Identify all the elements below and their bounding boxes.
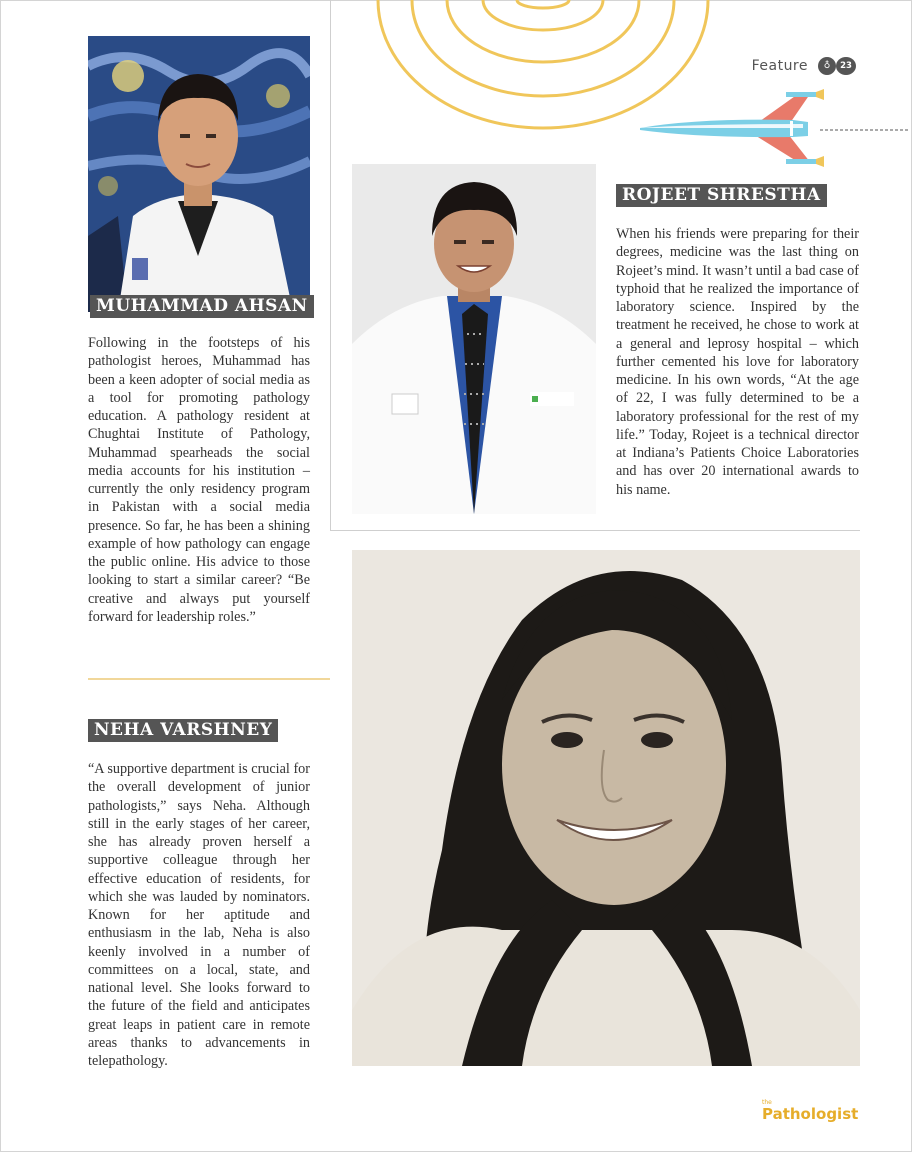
neha-varshney-name: NEHA VARSHNEY xyxy=(88,719,278,742)
rojeet-shrestha-name: ROJEET SHRESTHA xyxy=(616,184,827,207)
neha-varshney-bio: “A supportive department is crucial for the overall development of junior pathologists,” says Neha. Although still in the early stages of her career, she has already proven herself a supportive colleague through her effective education of residents, for which she was lauded by nominators. Known for her aptitude and enthusiasm in the lab, Neha is also keenly involved in a number of committees on a local, state, and national level. She looks forward to the future of the field and anticipates great leaps in patient care in remote areas thanks to advancements in telepathology. xyxy=(88,761,310,1069)
page-badge-icon: ♁ xyxy=(818,57,836,75)
section-label: Feature xyxy=(751,58,808,74)
rojeet-shrestha-bio: When his friends were preparing for their degrees, medicine was the last thing on Rojeet’s mind. It wasn’t until a bad case of typhoid that he realized the importance of laboratory science. Inspired by the treatment he received, he chose to work at a general and leprosy hospital – which further cemented his love for laboratory medicine. In his own words, “At the age of 22, I was fully determined to be a laboratory professional for the rest of my life.” Today, Rojeet is a technical director at Indiana’s Patients Choice Laboratories and has over 20 international awards to his name. xyxy=(616,226,859,498)
rocket-illustration xyxy=(638,88,912,168)
brand-main-text: Pathologist xyxy=(762,1105,859,1123)
neha-varshney-photo xyxy=(352,550,860,1066)
brand-small-text: the xyxy=(762,1099,772,1106)
muhammad-ahsan-bio: Following in the footsteps of his pathologist heroes, Muhammad has been a keen adopter of social media as a tool for promoting pathology education. A pathology resident at Chughtai Institute of Pathology, Muhammad spearheads the social media accounts for his institution – currently the only residency program in Pakistan with a social media presence. So far, he has been a shining example of how pathology can engage the public online. His advice to those looking to start a similar career? “Be creative and always put yourself forward for leadership roles.” xyxy=(88,335,310,625)
page-number-badge: 23 xyxy=(836,57,856,75)
muhammad-ahsan-name: MUHAMMAD AHSAN xyxy=(90,295,314,318)
section-divider xyxy=(330,530,860,531)
column-divider xyxy=(330,0,331,530)
muhammad-ahsan-photo xyxy=(88,36,310,312)
rojeet-shrestha-photo xyxy=(352,164,596,514)
the-pathologist-logo xyxy=(762,1099,859,1123)
gold-divider xyxy=(88,678,330,680)
